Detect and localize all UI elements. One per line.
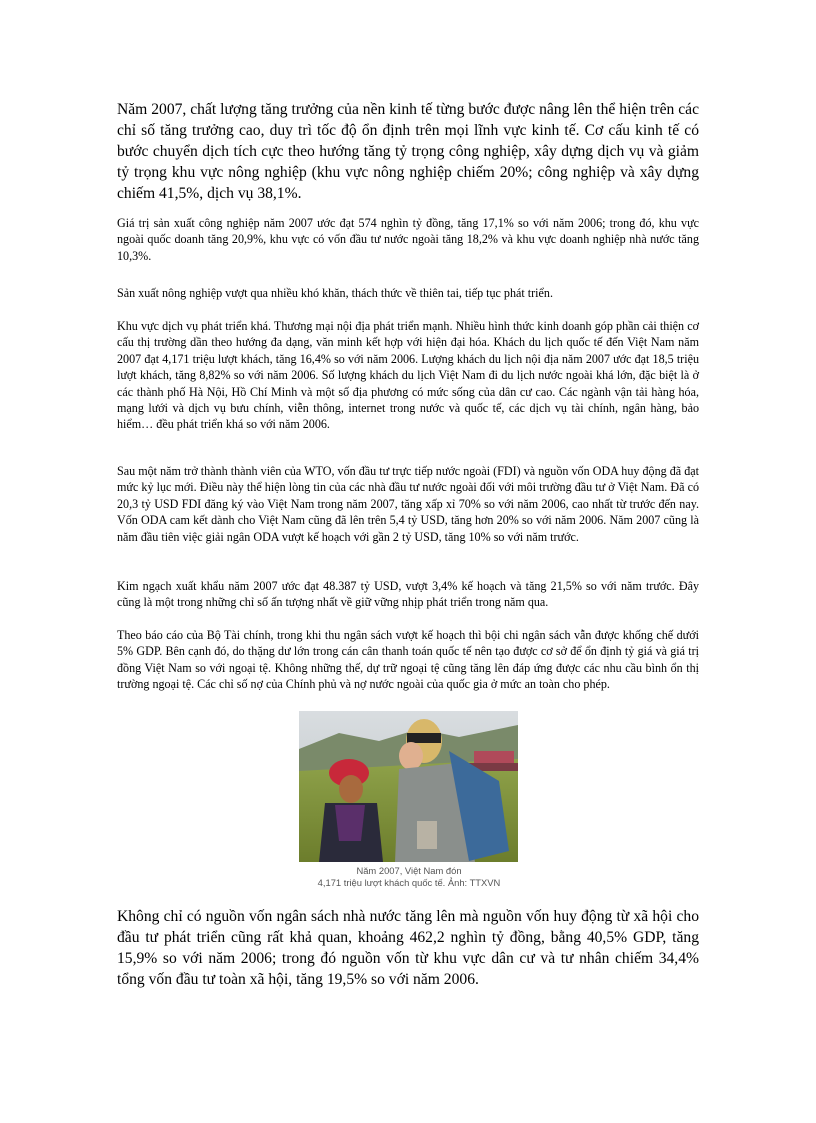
paragraph-services: Khu vực dịch vụ phát triển khá. Thương mại nội địa phát triển mạnh. Nhiều hình thức kinh doanh góp phần cải thiện cơ cấu thị trường dần theo hướng đa dạng, văn minh kết hợp với hiện đại hóa. Khách du lịch quốc tế đến Việt Nam năm 2007 đạt 4,171 triệu lượt khách, tăng 16,4% so với năm 2006. Lượng khách du lịch nội địa năm 2007 ước đạt 18,5 triệu lượt khách, tăng 8,82% so với năm 2006. Số lượng khách du lịch Việt Nam đi du lịch nước ngoài khá lớn, đặc biệt là ở các thành phố Hà Nội, Hồ Chí Minh và một số địa phương có mức sống của dân cư cao. Các ngành vận tải hàng hóa, mạng lưới và dịch vụ bưu chính, viễn thông, internet trong nước và quốc tế, các dịch vụ tài chính, ngân hàng, bảo hiểm… đều phát triển khá so với năm 2006. bbox=[117, 319, 699, 432]
paragraph-economic-growth: Năm 2007, chất lượng tăng trưởng của nền kinh tế từng bước được nâng lên thể hiện trên các chỉ số tăng trưởng cao, duy trì tốc độ ổn định trên mọi lĩnh vực kinh tế. Cơ cấu kinh tế có bước chuyển dịch tích cực theo hướng tăng tỷ trọng công nghiệp, xây dựng dịch vụ và giảm tỷ trọng khu vực nông nghiệp (khu vực nông nghiệp chiếm 20%; công nghiệp và xây dựng chiếm 41,5%, dịch vụ 38,1%. bbox=[117, 101, 699, 202]
paragraph-budget: Theo báo cáo của Bộ Tài chính, trong khi thu ngân sách vượt kế hoạch thì bội chi ngân sách vẫn được khống chế dưới 5% GDP. Bên cạnh đó, do thặng dư lớn trong cán cân thanh toán quốc tế nên tạo được cơ sở để ổn định tỷ giá và giá trị đồng Việt Nam so với ngoại tệ. Không những thế, dự trữ ngoại tệ cũng tăng lên đáp ứng được các nhu cầu bình ổn thị trường ngoại tệ. Các chỉ số nợ của Chính phủ và nợ nước ngoài của quốc gia ở mức an toàn cho phép. bbox=[117, 628, 699, 692]
paragraph-agriculture: Sản xuất nông nghiệp vượt qua nhiều khó khăn, thách thức về thiên tai, tiếp tục phát triển. bbox=[117, 286, 553, 300]
paragraph-fdi-oda: Sau một năm trở thành thành viên của WTO, vốn đầu tư trực tiếp nước ngoài (FDI) và nguồn vốn ODA huy động đã đạt mức kỷ lục mới. Điều này thể hiện lòng tin của các nhà đầu tư nước ngoài đối với môi trường đầu tư ở Việt Nam. Đã có 20,3 tỷ USD FDI đăng ký vào Việt Nam trong năm 2007, tăng xấp xỉ 70% so với năm 2006, cao nhất từ trước đến nay. Vốn ODA cam kết dành cho Việt Nam cũng đã lên trên 5,4 tỷ USD, tăng hơn 20% so với năm 2006. Năm 2007 cũng là năm đầu tiên việc giải ngân ODA vượt kế hoạch với gần 2 tỷ USD, tăng 10% so với năm trước. bbox=[117, 464, 699, 544]
tourism-photo bbox=[299, 711, 518, 862]
paragraph-industrial-output: Giá trị sản xuất công nghiệp năm 2007 ước đạt 574 nghìn tỷ đồng, tăng 17,1% so với năm 2006; trong đó, khu vực ngoài quốc doanh tăng 20,9%, khu vực có vốn đầu tư nước ngoài tăng 18,2% và khu vực doanh nghiệp nhà nước tăng 10,3%. bbox=[117, 216, 699, 263]
paragraph-exports: Kim ngạch xuất khẩu năm 2007 ước đạt 48.387 tỷ USD, vượt 3,4% kế hoạch và tăng 21,5% so với năm trước. Đây cũng là một trong những chỉ số ấn tượng nhất về giữ vững nhịp phát triển trong năm qua. bbox=[117, 579, 699, 610]
paragraph-social-investment: Không chỉ có nguồn vốn ngân sách nhà nước tăng lên mà nguồn vốn huy động từ xã hội cho đầu tư phát triển cũng rất khả quan, khoảng 462,2 nghìn tỷ đồng, bằng 40,5% GDP, tăng 15,9% so với năm 2006; trong đó nguồn vốn từ khu vực dân cư và tư nhân chiếm 34,4% tổng vốn đầu tư toàn xã hội, tăng 19,5% so với năm 2006. bbox=[117, 908, 699, 988]
photo-caption-line-2: 4,171 triệu lượt khách quốc tế. Ảnh: TTXVN bbox=[317, 877, 501, 888]
photo-caption-line-1: Năm 2007, Việt Nam đón bbox=[356, 865, 462, 876]
